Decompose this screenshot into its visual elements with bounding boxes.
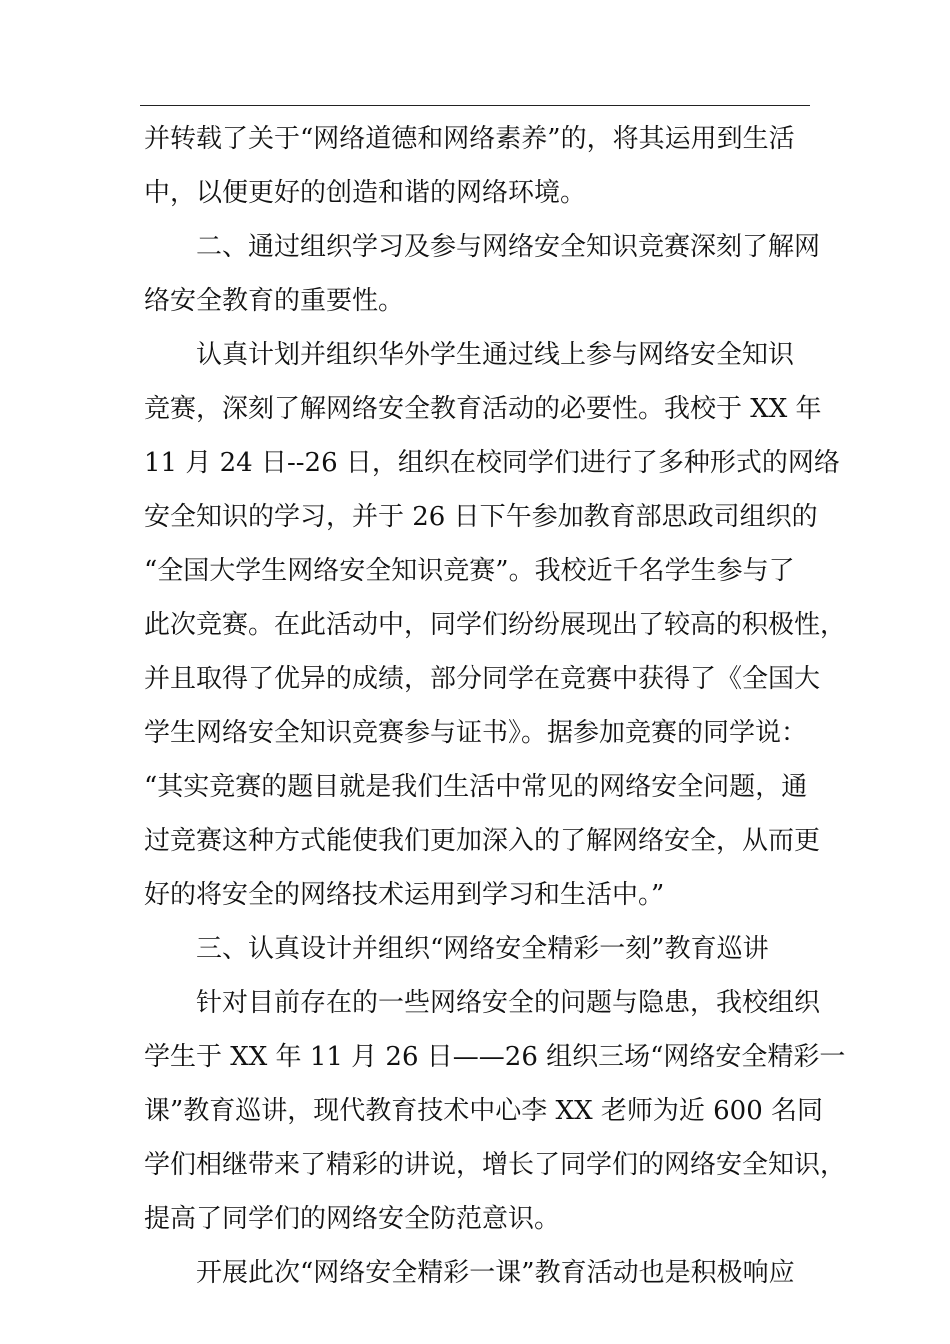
text-line: 课”教育巡讲，现代教育技术中心李 XX 老师为近 600 名同 (144, 1096, 823, 1126)
text-line: 络安全教育的重要性。 (144, 286, 405, 316)
text-line: 提高了同学们的网络安全防范意识。 (144, 1204, 561, 1234)
text-line: 学生于 XX 年 11 月 26 日——26 组织三场“网络安全精彩一 (144, 1042, 846, 1072)
paragraph-start: 开展此次“网络安全精彩一课”教育活动也是积极响应 (196, 1258, 795, 1288)
section-heading-2: 二、通过组织学习及参与网络安全知识竞赛深刻了解网 (196, 232, 821, 262)
text-line: 学们相继带来了精彩的讲说，增长了同学们的网络安全知识， (144, 1150, 847, 1180)
text-line: 并转载了关于“网络道德和网络素养”的，将其运用到生活 (144, 124, 795, 154)
text-line: 好的将安全的网络技术运用到学习和生活中。” (144, 880, 665, 910)
text-line: 安全知识的学习，并于 26 日下午参加教育部思政司组织的 (144, 502, 818, 532)
text-line: 学生网络安全知识竞赛参与证书》。据参加竞赛的同学说： (144, 718, 808, 748)
text-line: 过竞赛这种方式能使我们更加深入的了解网络安全，从而更 (144, 826, 821, 856)
text-line: “其实竞赛的题目就是我们生活中常见的网络安全问题，通 (144, 772, 808, 802)
text-line: 中，以便更好的创造和谐的网络环境。 (144, 178, 587, 208)
text-line: 竞赛，深刻了解网络安全教育活动的必要性。我校于 XX 年 (144, 394, 822, 424)
text-line: 此次竞赛。在此活动中，同学们纷纷展现出了较高的积极性， (144, 610, 847, 640)
text-line: 11 月 24 日--26 日，组织在校同学们进行了多种形式的网络 (144, 448, 840, 478)
section-heading-3: 三、认真设计并组织“网络安全精彩一刻”教育巡讲 (196, 934, 769, 964)
paragraph-start: 认真计划并组织华外学生通过线上参与网络安全知识 (196, 340, 795, 370)
text-line: “全国大学生网络安全知识竞赛”。我校近千名学生参与了 (144, 556, 795, 586)
paragraph-start: 针对目前存在的一些网络安全的问题与隐患，我校组织 (196, 988, 821, 1018)
text-line: 并且取得了优异的成绩，部分同学在竞赛中获得了《全国大 (144, 664, 821, 694)
body-text (144, 112, 847, 1300)
header-rule (140, 105, 810, 106)
